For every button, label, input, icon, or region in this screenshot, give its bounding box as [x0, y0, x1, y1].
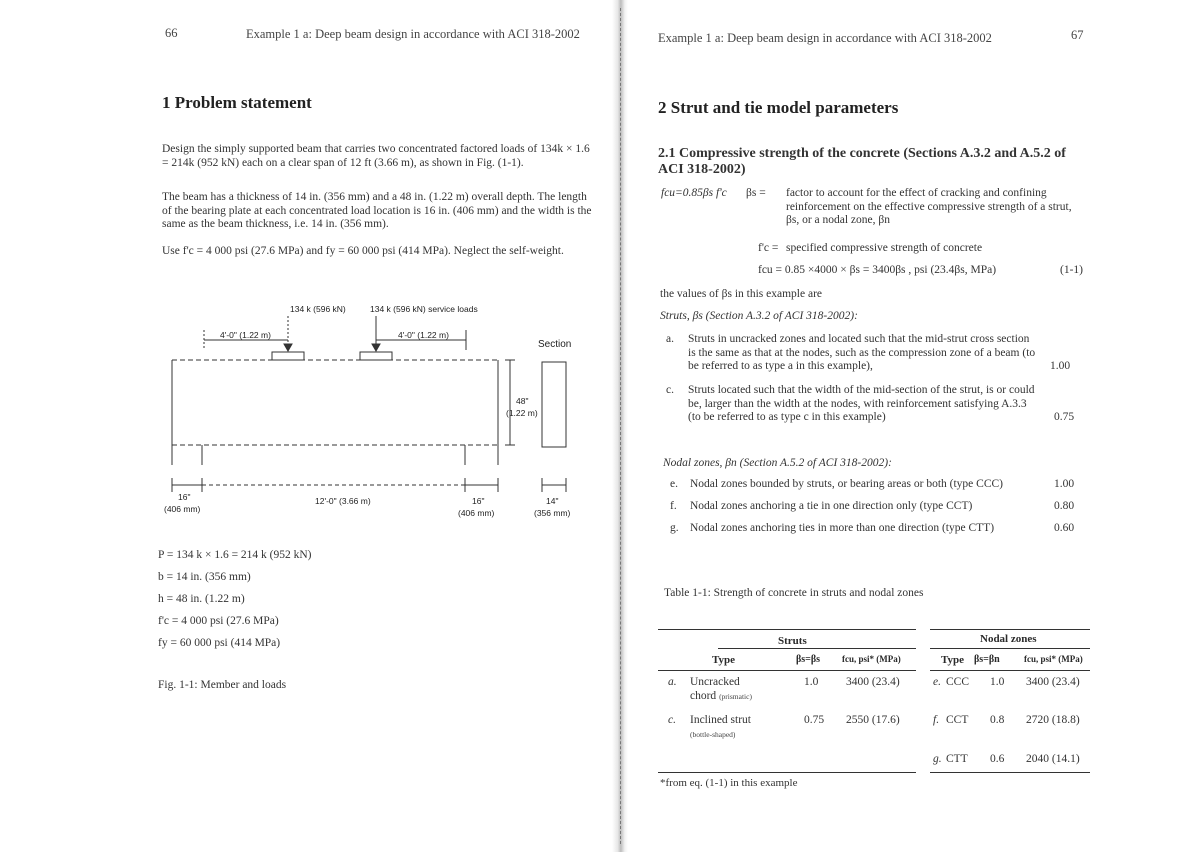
dim-left-top: 4'-0" (1.22 m)	[220, 330, 271, 340]
figure-caption: Fig. 1-1: Member and loads	[158, 679, 287, 691]
load-label-1: 134 k (596 kN)	[290, 304, 346, 314]
table-row-a-sub: (prismatic)	[719, 691, 752, 701]
width-metric-label: (356 mm)	[534, 508, 571, 518]
subsection-title: 2.1 Compressive strength of the concrete (Sections A.3.2 and A.5.2 of ACI 318-2002)	[658, 146, 1066, 177]
running-header-right: Example 1 a: Deep beam design in accordance with ACI 318-2002	[658, 31, 992, 45]
fcu-formula: fcu=0.85βs f'c	[661, 187, 727, 199]
fcu-calculation: fcu = 0.85 ×4000 × βs = 3400βs , psi (23.4βs, MPa)	[758, 264, 997, 276]
width-label: 14"	[546, 496, 559, 506]
table-col-beta-s: βs=βs	[796, 654, 821, 665]
bearing-right-label: 16"	[472, 496, 485, 506]
table-row-e-beta: 1.0	[990, 676, 1005, 688]
section-title-problem: 1 Problem statement	[162, 93, 312, 112]
nodal-heading: Nodal zones, βn (Section A.5.2 of ACI 318-2002):	[663, 457, 892, 469]
depth-metric-label: (1.22 m)	[506, 408, 538, 418]
table-row-c-sub: (bottle-shaped)	[690, 729, 736, 739]
problem-paragraph-2: The beam has a thickness of 14 in. (356 mm) and a 48 in. (1.22 m) overall depth. The length of the bearing plate at each concentrated load location is 16 in. (406 mm) and the width is the same as the beam thickness, i.e. 14 in. (356 mm).	[162, 191, 592, 230]
table-row-e-fcu: 3400 (23.4)	[1026, 676, 1080, 688]
table-footnote: *from eq. (1-1) in this example	[660, 777, 798, 789]
nodal-item-e-text: Nodal zones bounded by struts, or bearing areas or both (type CCC)	[690, 478, 1003, 490]
strut-item-c-value: 0.75	[1054, 411, 1075, 423]
table-rule-top-right	[930, 629, 1090, 630]
table-rule-bottom-right	[930, 772, 1090, 773]
strut-item-c-letter: c.	[666, 384, 674, 396]
table-nodal-header: Nodal zones	[980, 633, 1037, 645]
page-number-left: 66	[165, 26, 178, 40]
table-row-f-letter: f.	[933, 714, 940, 726]
given-fc: f'c = 4 000 psi (27.6 MPa)	[158, 615, 279, 627]
table-rule-struts	[718, 648, 916, 649]
table-row-f-fcu: 2720 (18.8)	[1026, 714, 1080, 726]
strut-item-a-letter: a.	[666, 333, 674, 345]
beam-diagram	[160, 300, 600, 530]
strut-item-a-text: Struts in uncracked zones and located such that the mid-strut cross section is the same as that at the nodes, such as the compression zone of a beam (to be referred to as type a in this example),	[688, 333, 1036, 372]
nodal-item-g-text: Nodal zones anchoring ties in more than one direction (type CTT)	[690, 522, 995, 534]
table-col-type-n: Type	[941, 654, 965, 666]
table-rule-bottom-left	[658, 772, 916, 773]
table-row-a-fcu: 3400 (23.4)	[846, 676, 900, 688]
nodal-item-f-value: 0.80	[1054, 500, 1075, 512]
table-struts-header: Struts	[778, 635, 807, 647]
table-col-beta-n: βs=βn	[974, 654, 1000, 665]
bearing-right-metric: (406 mm)	[458, 508, 495, 518]
page-number-right: 67	[1071, 28, 1084, 42]
table-row-a-type	[690, 676, 768, 703]
table-row-e-type: CCC	[946, 676, 970, 688]
table-rule-top-left	[658, 629, 916, 630]
table-row-g-letter: g.	[933, 753, 942, 765]
fc-definition: specified compressive strength of concrete	[786, 242, 983, 254]
table-row-c-type-text: Inclined strut	[690, 714, 751, 726]
table-row-f-type: CCT	[946, 714, 969, 726]
section-title-strut-tie: 2 Strut and tie model parameters	[658, 98, 899, 117]
table-row-c-type	[690, 714, 774, 741]
table-col-fcu-s: fcu, psi* (MPa)	[842, 654, 901, 664]
table-row-e-letter: e.	[933, 676, 941, 688]
given-width: b = 14 in. (356 mm)	[158, 571, 251, 583]
nodal-item-f-text: Nodal zones anchoring a tie in one direction only (type CCT)	[690, 500, 973, 512]
bearing-left-label: 16"	[178, 492, 191, 502]
table-row-c-fcu: 2550 (17.6)	[846, 714, 900, 726]
bearing-left-metric: (406 mm)	[164, 504, 201, 514]
given-fy: fy = 60 000 psi (414 MPa)	[158, 637, 281, 649]
table-row-c-letter: c.	[668, 714, 676, 726]
nodal-item-e-value: 1.00	[1054, 478, 1075, 490]
table-row-a-type-text: Uncracked chord	[690, 676, 740, 702]
table-row-g-beta: 0.6	[990, 753, 1005, 765]
table-row-f-beta: 0.8	[990, 714, 1005, 726]
table-row-g-fcu: 2040 (14.1)	[1026, 753, 1080, 765]
span-label: 12'-0" (3.66 m)	[315, 496, 371, 506]
problem-paragraph-1: Design the simply supported beam that carries two concentrated factored loads of 134k × 1.6 = 214k (952 kN) each on a clear span of 12 ft (3.66 m), as shown in Fig. (1-1).	[162, 143, 590, 169]
nodal-item-e-letter: e.	[670, 478, 678, 490]
given-height: h = 48 in. (1.22 m)	[158, 593, 245, 605]
table-rule-header-left	[658, 670, 916, 671]
fc-def-symbol: f'c =	[758, 242, 779, 254]
table-row-g-type: CTT	[946, 753, 968, 765]
running-header-left: Example 1 a: Deep beam design in accordance with ACI 318-2002	[246, 27, 580, 41]
table-rule-nodal	[930, 648, 1090, 649]
problem-paragraph-3: Use f'c = 4 000 psi (27.6 MPa) and fy = 60 000 psi (414 MPa). Neglect the self-weight.	[162, 245, 564, 257]
beta-def-symbol: βs =	[746, 187, 766, 199]
nodal-item-g-value: 0.60	[1054, 522, 1075, 534]
section-label: Section	[538, 339, 572, 350]
given-load: P = 134 k × 1.6 = 214 k (952 kN)	[158, 549, 312, 561]
equation-number: (1-1)	[1060, 264, 1083, 276]
beta-intro: the values of βs in this example are	[660, 288, 823, 300]
beta-definition: factor to account for the effect of cracking and confining reinforcement on the effective compressive strength of a strut, βs, or a nodal zone, βn	[786, 187, 1072, 226]
strut-item-a-value: 1.00	[1050, 360, 1071, 372]
table-row-c-beta: 0.75	[804, 714, 825, 726]
dim-right-top: 4'-0" (1.22 m)	[398, 330, 449, 340]
nodal-item-f-letter: f.	[670, 500, 677, 512]
strut-item-c-text: Struts located such that the width of the mid-section of the strut, is or could be, larger than the width at the nodes, with reinforcement satisfying A.3.3 (to be referred to as type c in this example)	[688, 384, 1035, 423]
nodal-item-g-letter: g.	[670, 522, 679, 534]
table-rule-header-right	[930, 670, 1090, 671]
struts-heading: Struts, βs (Section A.3.2 of ACI 318-2002):	[660, 310, 858, 322]
depth-label: 48"	[516, 396, 529, 406]
right-page	[628, 0, 1200, 852]
book-gutter-line	[620, 8, 622, 844]
table-row-a-beta: 1.0	[804, 676, 819, 688]
table-caption: Table 1-1: Strength of concrete in struts and nodal zones	[664, 587, 924, 599]
table-row-a-letter: a.	[668, 676, 677, 688]
table-col-type: Type	[712, 654, 736, 666]
load-label-2: 134 k (596 kN) service loads	[370, 304, 478, 314]
table-col-fcu-n: fcu, psi* (MPa)	[1024, 654, 1083, 664]
